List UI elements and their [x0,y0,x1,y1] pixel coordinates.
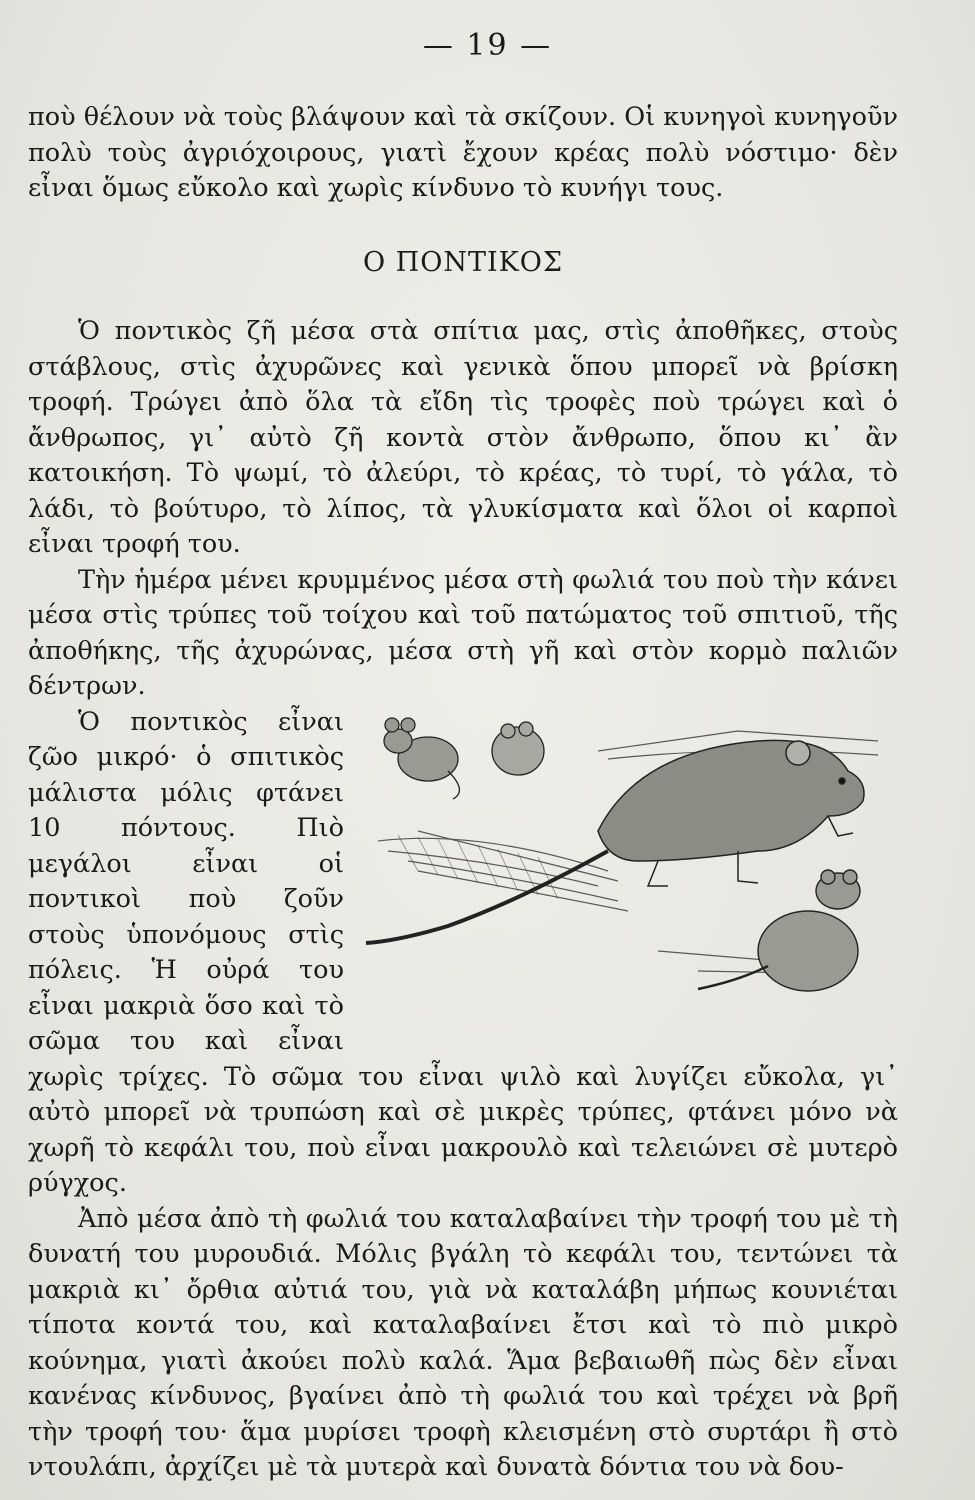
intro-paragraph: ποὺ θέλουν νὰ τοὺς βλάψουν καὶ τὰ σκίζουν. Οἱ κυνηγοὶ κυνηγοῦν πολὺ τοὺς ἀγριόχοιρους, γιατὶ ἔχουν κρέας πολὺ νόστιμο· δὲν εἶναι ὅμως εὔκολο καὶ χωρὶς κίνδυνο τὸ κυνήγι τους. [28,102,898,203]
page-number: — 19 — [422,28,553,63]
paragraph-nest: Τὴν ἡμέρα μένει κρυμμένος μέσα στὴ φωλιά του ποὺ τὴν κάνει μέσα στὶς τρύπες τοῦ τοίχου καὶ τοῦ πατώματος τοῦ σπιτιοῦ, τῆς ἀποθήκης, τῆς ἀχυρώνας, μέσα στὴ γῆ καὶ στὸν κορμὸ παλιῶν δέντρων. [28,564,898,701]
paragraph-food: Ὁ ποντικὸς ζῆ μέσα στὰ σπίτια μας, στὶς ἀποθῆκες, στοὺς στάβλους, στὶς ἀχυρῶνες καὶ γενικὰ ὅπου μπορεῖ νὰ βρίσκη τροφή. Τρώγει ἀπὸ ὅλα τὰ εἴδη τὶς τροφὲς ποὺ τρώγει καὶ ὁ ἄνθρωπος, γι᾿ αὐτὸ ζῆ κοντὰ στὸν ἄνθρωπο, ὅπου κι᾿ ἂν κατοικήση. Τὸ ψωμί, τὸ ἀλεύρι, τὸ κρέας, τὸ τυρί, τὸ γάλα, τὸ λάδι, τὸ βούτυρο, τὸ λίπος, τὰ γλυκίσματα καὶ ὅλοι οἱ καρποὶ εἶναι τροφή του. [28,316,898,559]
figure-and-text [28,705,898,1202]
page-text [28,100,898,1486]
paragraph-senses: Ἀπὸ μέσα ἀπὸ τὴ φωλιά του καταλαβαίνει τὴν τροφή του μὲ τὴ δυνατή του μυρουδιά. Μόλις βγάλη τὸ κεφάλι του, τεντώνει τὰ μακριὰ κι᾿ ὄρθια αὐτιά του, γιὰ νὰ καταλάβη μήπως κουνιέται τίποτα κοντά του, καὶ καταλαβαίνει ἔτσι καὶ τὸ πιὸ μικρὸ κούνημα, γιατὶ ἀκούει πολὺ καλά. Ἅμα βεβαιωθῆ πὼς δὲν εἶναι κανένας κίνδυνος, βγαίνει ἀπὸ τὴ φωλιά του καὶ τρέχει νὰ βρῆ τὴν τροφή του· ἅμα μυρίσει τροφὴ κλεισμένη στὸ συρτάρι ἢ στὸ ντουλάπι, ἀρχίζει μὲ τὰ μυτερὰ καὶ δυνατὰ δόντια του νὰ δου- [28,1203,898,1482]
paragraph-body: Ὁ ποντικὸς εἶναι ζῶο μικρό· ὁ σπιτικὸς μάλιστα μόλις φτάνει 10 πόντους. Πιὸ μεγάλοι εἶναι οἱ ποντικοὶ ποὺ ζοῦν στοὺς ὑπονόμους στὶς πόλεις. Ἡ οὐρά του εἶναι μακριὰ ὅσο καὶ τὸ σῶμα του καὶ εἶναι χωρὶς τρίχες. Τὸ σῶμα του εἶναι ψιλὸ καὶ λυγίζει εὔκολα, γι᾿ αὐτὸ μπορεῖ νὰ τρυπώση καὶ σὲ μικρὲς τρύπες, φτάνει μόνο νὰ χωρῆ τὸ κεφάλι του, ποὺ εἶναι μακρουλὸ καὶ τελειώνει σὲ μυτερὸ ρύγχος. [28,706,898,1198]
mice-engraving-icon [358,711,898,1029]
mice-illustration [358,711,898,1029]
section-title: Ο ΠΟΝΤΙΚΟΣ [362,246,564,278]
